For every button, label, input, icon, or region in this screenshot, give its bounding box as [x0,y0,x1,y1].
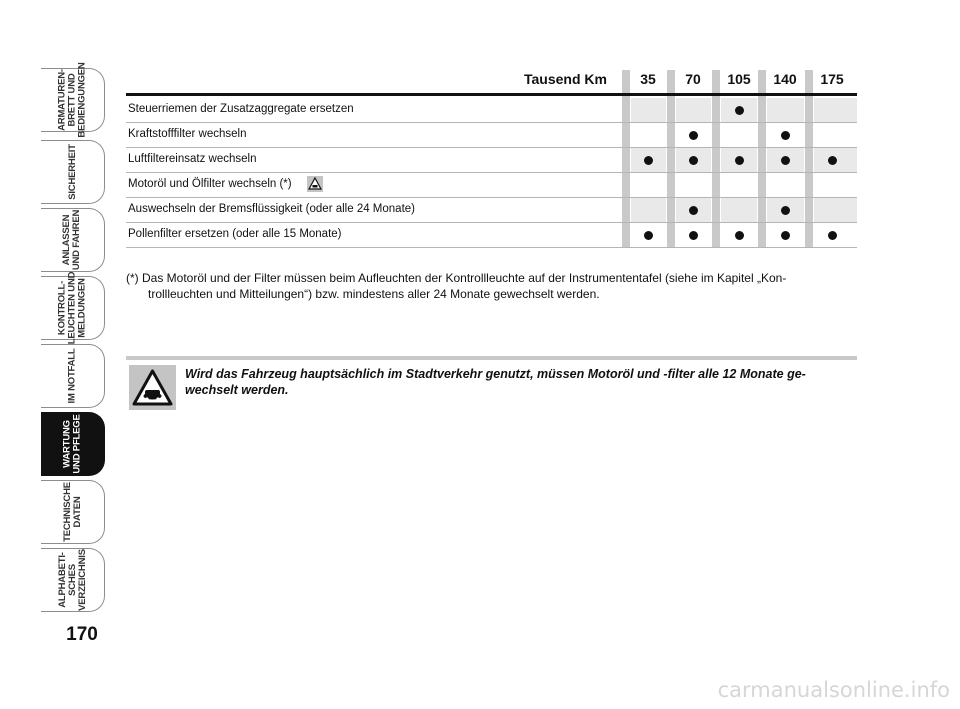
row-label: Kraftstofffilter wechseln [128,128,247,140]
chapter-tab[interactable] [41,62,105,138]
chapter-tab-label: ARMATUREN- BRETT UND BEDIENGUNGEN [56,62,88,138]
chapter-tab[interactable] [41,344,105,408]
chapter-tab[interactable] [41,140,105,204]
maintenance-dot [735,156,744,165]
cell-shade [676,98,711,122]
maintenance-dot [689,156,698,165]
maintenance-dot [781,156,790,165]
footnote-line-1: (*) Das Motoröl und der Filter müssen beim Aufleuchten der Kontrollleuchte auf der Instrumententafel (siehe im Kapitel „Kon- [126,271,787,285]
maintenance-dot [781,131,790,140]
table-row [126,223,857,248]
maintenance-dot [644,231,653,240]
maintenance-dot [781,206,790,215]
maintenance-dot [828,156,837,165]
maintenance-dot [689,131,698,140]
cell-shade [631,98,666,122]
footnote [126,270,857,302]
maintenance-dot [781,231,790,240]
chapter-tab-label: ALPHABETI- SCHES VERZEICHNIS [56,549,88,611]
row-label: Pollenfilter ersetzen (oder alle 15 Monate) [128,228,342,240]
warning-icon-box [129,365,176,410]
chapter-tab[interactable] [41,480,105,544]
maintenance-dot [735,231,744,240]
chapter-tab[interactable] [41,208,105,272]
warning-triangle-icon [129,365,176,410]
header-rule [126,93,857,96]
row-label: Motoröl und Ölfilter wechseln (*) [128,178,292,190]
column-header: 140 [773,71,797,87]
row-label: Steuerriemen der Zusatzaggregate ersetzen [128,103,354,115]
row-label: Auswechseln der Bremsflüssigkeit (oder alle 24 Monate) [128,203,415,215]
column-header: 105 [727,71,751,87]
chapter-tab[interactable] [41,548,105,612]
km-header: Tausend Km [524,71,607,87]
chapter-tab-label: KONTROLL- LEUCHTEN UND MELDUNGEN [56,271,88,345]
maintenance-dot [689,231,698,240]
table-row [126,123,857,148]
warning-text [185,366,859,398]
chapter-tab-label: ANLASSEN UND FAHREN [61,209,83,271]
chapter-tab[interactable] [41,271,105,345]
warning-line-1: Wird das Fahrzeug hauptsächlich im Stadtverkehr genutzt, müssen Motoröl und -filter alle 12 Monate ge- [185,367,806,381]
table-row [126,98,857,123]
maintenance-dot [735,106,744,115]
maintenance-dot [644,156,653,165]
warning-triangle-icon [307,176,323,192]
chapter-tab-label: SICHERHEIT [66,144,78,200]
maintenance-dot [689,206,698,215]
table-row [126,198,857,223]
note-divider [126,356,857,360]
maintenance-dot [828,231,837,240]
page-number: 170 [66,624,98,645]
cell-shade [814,98,857,122]
chapter-tab-label: WARTUNG UND PFLEGE [61,414,83,474]
watermark: carmanualsonline.info [717,678,950,702]
cell-shade [631,198,666,222]
table-row [126,173,857,198]
footnote-line-2: trollleuchten und Mitteilungen“) bzw. mindestens aller 24 Monate gewechselt werden. [148,287,600,301]
table-row [126,148,857,173]
cell-shade [814,198,857,222]
chapter-tab-label: TECHNISCHE DATEN [61,482,83,542]
cell-shade [721,198,757,222]
chapter-tab[interactable] [41,412,105,476]
cell-shade [767,98,804,122]
column-header: 175 [820,71,844,87]
warning-line-2: wechselt werden. [185,383,289,397]
chapter-tab-label: IM NOTFALL [66,348,78,404]
column-header: 35 [640,71,656,87]
row-label: Luftfiltereinsatz wechseln [128,153,257,165]
column-header: 70 [685,71,701,87]
